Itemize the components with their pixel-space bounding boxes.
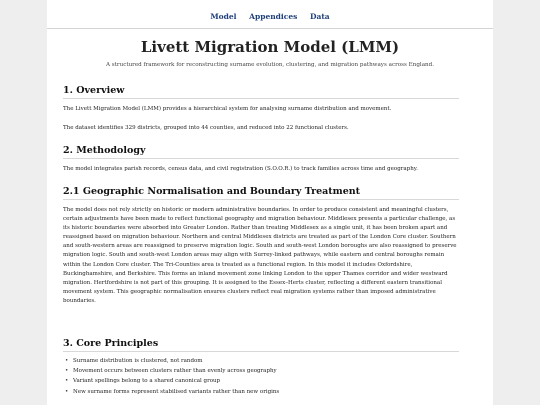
section-heading-geographic: 2.1 Geographic Normalisation and Boundary Treatment [63,186,459,200]
section-core-principles [63,338,459,397]
nav-link-model[interactable]: Model [210,12,237,21]
nav-link-data[interactable]: Data [309,12,330,21]
nav-link-appendices[interactable]: Appendices [249,12,298,21]
section-heading-methodology: 2. Methodology [63,145,459,159]
document-page [47,0,493,405]
nav-divider [47,28,493,29]
list-item: • Surname distribution is clustered, not random [73,356,459,366]
page-title: Livett Migration Model (LMM) [140,38,400,56]
page-subtitle: A structured framework for reconstructing surname evolution, clustering, and migration pathways across England. [105,62,434,68]
list-item: • Movement occurs between clusters rather than evenly across geography [73,366,459,376]
overview-paragraph: The dataset identifies 329 districts, grouped into 44 counties, and reduced into 22 functional clusters. [63,125,349,132]
list-item: • New surname forms represent stabilised variants rather than new origins [73,387,459,397]
overview-paragraph: The Livett Migration Model (LMM) provides a hierarchical system for analysing surname distribution and movement. [63,106,392,112]
section-methodology [63,145,459,174]
list-item: • Variant spellings belong to a shared canonical group [73,376,459,386]
methodology-paragraph: The model integrates parish records, census data, and civil registration (S.O.O.R.) to track families across time and geography. [63,166,418,172]
top-nav [47,12,493,21]
section-geographic-normalisation [63,186,459,306]
geographic-paragraph: The model does not rely strictly on historic or modern administrative boundaries. In order to produce consistent and meaningful clusters, certain adjustments have been made to reflect functional geography and migration behaviour. Middlesex presents a particular challenge, as its historic boundaries were absorbed into Greater London. Rather than treating Middlesex as a single unit, it has been broken apart and reassigned based on migration behaviour. Northern and central Middlesex districts are treated as part of the London Core cluster. Southern and south-western areas are reassigned to preserve migration logic. South and south-west London boroughs are also reassigned to preserve migration logic. South and south-west London areas may align with Surrey-linked pathways, while eastern and central boroughs remain within the London Core cluster. The Tri-Counties area is treated as a functional region. In this model it includes Oxfordshire, Buckinghamshire, and Berkshire. This forms an inland movement zone linking London to the upper Thames corridor and wider westward migration. Hertfordshire is not part of this grouping. It is assigned to the Essex–Herts cluster, reflecting a different eastern transitional movement system. This geographic normalisation ensures clusters reflect real migration systems rather than imposed administrative boundaries. [63,207,457,304]
section-heading-principles: 3. Core Principles [63,338,459,352]
section-heading-overview: 1. Overview [63,85,459,99]
principles-list [63,356,459,397]
section-overview [63,85,459,133]
